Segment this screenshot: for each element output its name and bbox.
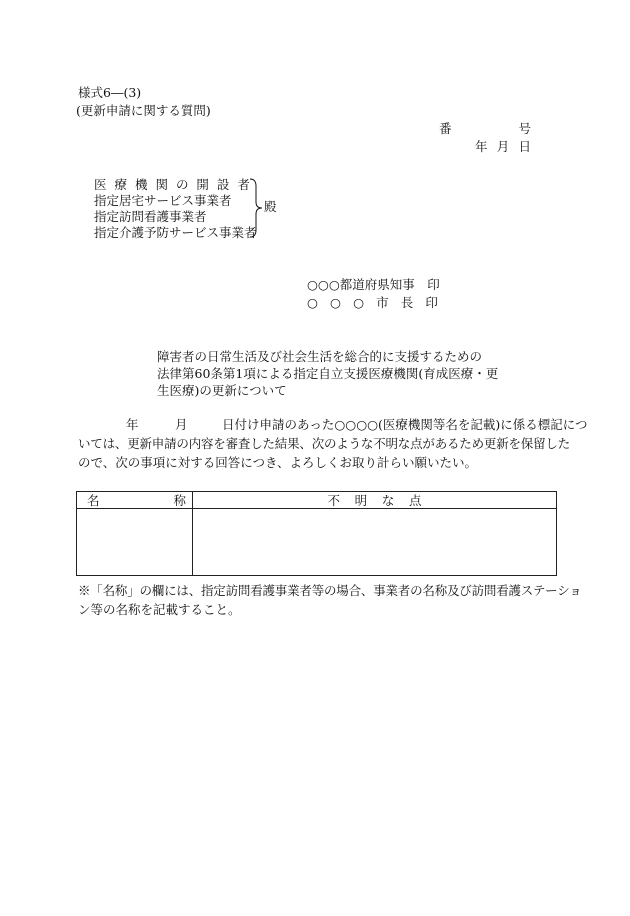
- header-char: 明: [354, 493, 368, 508]
- addressee-char: の: [175, 177, 189, 192]
- question-table: [76, 491, 557, 576]
- subject-line-3: 生医療)の更新について: [157, 383, 287, 398]
- body-year: 年: [126, 417, 139, 432]
- date-month: 月: [496, 139, 510, 154]
- subject-line-2: 法律第60条第1項による指定自立支援医療機関(育成医療・更: [157, 366, 499, 381]
- addressee-medical-institution: [94, 179, 250, 192]
- header-char: 名: [87, 493, 100, 508]
- issuer-char: ○: [353, 295, 365, 310]
- curly-brace-icon: [249, 178, 263, 238]
- honorific-dono: 殿: [264, 199, 277, 214]
- addressee-char: 設: [216, 177, 230, 192]
- body-month: 月: [175, 417, 188, 432]
- number-char: 号: [518, 121, 531, 136]
- unclear-points-input-cell[interactable]: [193, 509, 557, 576]
- body-line-2: いては、更新申請の内容を審査した結果、次のような不明な点があるため更新を保留した: [78, 436, 571, 451]
- body-line-3: ので、次の事項に対する回答につき、よろしくお取り計らい願いたい。: [78, 455, 478, 470]
- addressee-char: 開: [196, 177, 209, 192]
- name-input-cell[interactable]: [77, 509, 193, 576]
- header-unclear-points-cell: [193, 492, 557, 509]
- number-char: 番: [439, 121, 452, 136]
- addressee-home-service: 指定居宅サービス事業者: [94, 193, 232, 208]
- issuer-char: 長: [400, 295, 414, 310]
- header-char: 称: [173, 493, 186, 508]
- note-line-2: ン等の名称を記載すること。: [78, 602, 241, 617]
- addressee-char: 療: [114, 177, 127, 192]
- addressee-char: 機: [134, 177, 148, 192]
- table-header-row: [77, 492, 557, 509]
- header-char: な: [381, 493, 395, 508]
- addressee-char: 医: [94, 177, 107, 192]
- addressee-char: 者: [237, 177, 250, 192]
- header-char: 不: [327, 493, 341, 508]
- addressee-preventive-care: 指定介護予防サービス事業者: [94, 225, 257, 240]
- header-char: 点: [408, 493, 422, 508]
- document-date-label: [475, 141, 531, 154]
- addressee-char: 関: [155, 177, 168, 192]
- header-name-cell: [77, 492, 193, 509]
- table-row: [77, 509, 557, 576]
- issuer-city-mayor: [307, 297, 438, 310]
- issuer-prefecture-governor: ○○○都道府県知事 印: [307, 277, 440, 292]
- body-line-1: 日付け申請のあった○○○○(医療機関等名を記載)に係る標記につ: [222, 417, 588, 432]
- note-line-1: ※「名称」の欄には、指定訪問看護事業者等の場合、事業者の名称及び訪問看護ステーショ: [78, 583, 582, 598]
- issuer-char: 印: [425, 295, 438, 310]
- subject-line-1: 障害者の日常生活及び社会生活を総合的に支援するための: [157, 349, 483, 364]
- date-year: 年: [475, 139, 488, 154]
- issuer-char: ○: [330, 295, 341, 310]
- addressee-visiting-nurse: 指定訪問看護事業者: [94, 209, 207, 224]
- form-subtitle: (更新申請に関する質問): [76, 103, 211, 118]
- form-number: 様式6―(3): [78, 85, 142, 100]
- date-day: 日: [518, 139, 531, 154]
- document-number-label: [439, 123, 531, 136]
- issuer-char: ○: [307, 295, 318, 310]
- issuer-char: 市: [376, 295, 389, 310]
